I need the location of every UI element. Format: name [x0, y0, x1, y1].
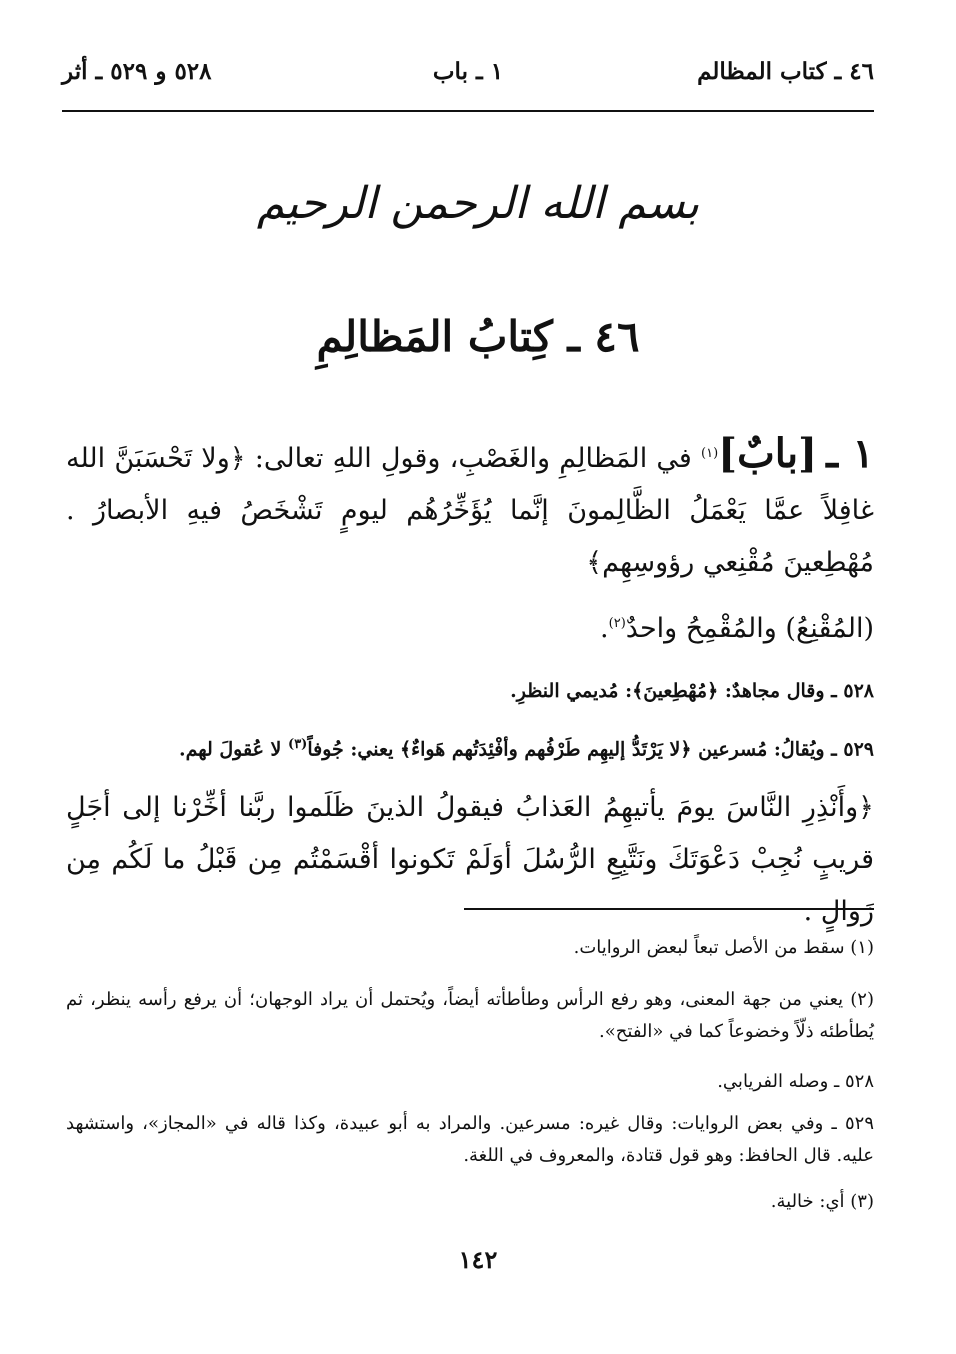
- running-header: [62, 58, 874, 98]
- footnote-528: ٥٢٨ ـ وصله الفريابي.: [717, 1071, 874, 1092]
- bab-paragraph: [66, 428, 874, 589]
- muqni-end: .: [600, 613, 609, 644]
- athar-529-text: ٥٢٩ ـ ويُقالُ: مُسرعين ﴿لا يَرْتَدُّ إليهِم طَرْفُهم وأفْئِدَتُهم هَواءٌ﴾ يعني: جُوفاً: [307, 738, 874, 761]
- basmala-calligraphy: بسم الله الرحمن الرحيم: [256, 178, 700, 229]
- header-chapter: ١ ـ باب: [432, 58, 504, 85]
- bab-number: ١ ـ: [826, 430, 874, 477]
- bab-heading: [بابٌ]: [718, 430, 817, 477]
- header-book-title: ٤٦ ـ كتاب المظالم: [697, 58, 874, 85]
- footnote-2: (٢) يعني من جهة المعنى، وهو رفع الرأس وطأطأته أيضاً، ويُحتمل أن يراد الوجهان؛ أن يرفع رأسه ينظر، ثم يُطأطئه ذلّاً وخضوعاً كما في «الفتح».: [66, 989, 874, 1042]
- muqni-text: (المُقْنِعُ) والمُقْمِحُ واحدٌ: [625, 613, 874, 644]
- athar-529: [66, 730, 874, 764]
- athar-528: ٥٢٨ ـ وقال مجاهدٌ: ﴿مُهْطِعينَ﴾: مُديمي النظرِ.: [510, 680, 874, 702]
- footnote-1: (١) سقط من الأصل تبعاً لبعض الروايات.: [573, 937, 874, 958]
- page-number: ١٤٢: [458, 1245, 498, 1274]
- bab-text: في المَظالِمِ والغَصْبِ، وقولِ اللهِ تعالى: ﴿ولا تَحْسَبَنَّ الله غافِلاً عمَّا يَعْمَلُ الظَّالِمونَ إنَّما يُؤَخِّرُهُم ليومٍ تَشْخَصُ فيهِ الأبصارُ . مُهْطِعينَ مُقْنِعي رؤوسِهِم﴾: [66, 443, 874, 578]
- footnote-rule: [464, 908, 874, 910]
- footnote-marker: (١): [701, 446, 719, 461]
- footnote-3: (٣) أي: خالية.: [770, 1191, 874, 1212]
- header-rule: [62, 110, 874, 112]
- book-title: ٤٦ ـ كِتابُ المَظالِمِ: [316, 312, 640, 361]
- athar-529-end: لا عُقولَ لهم.: [178, 738, 282, 761]
- muqni-line: [66, 598, 874, 655]
- footnote-marker: (٢): [608, 616, 626, 631]
- footnote-529: ٥٢٩ ـ وفي بعض الروايات: وقال غيره: مسرعين. والمراد به أبو عبيدة، وكذا قاله في «المجاز»، واستشهد عليه. قال الحافظ: وهو قول قتادة، والمعروف في اللغة.: [66, 1113, 874, 1166]
- footnote-marker: (٣): [288, 737, 308, 752]
- header-athar-range: ٥٢٨ و ٥٢٩ ـ أثر: [62, 58, 212, 85]
- ayah-paragraph: ﴿وأَنْذِرِ النَّاسَ يومَ يأتيهِمُ العَذابُ فيقولُ الذينَ ظَلَموا ربَّنا أخِّرْنا إلى أجَلٍ قريبٍ نُجِبْ دَعْوَتَكَ ونَتَّبِعِ الرُّسُلَ أوَلَمْ تَكونوا أقْسَمْتُم مِن قَبْلُ ما لَكُم مِن زَوالٍ .: [66, 792, 874, 927]
